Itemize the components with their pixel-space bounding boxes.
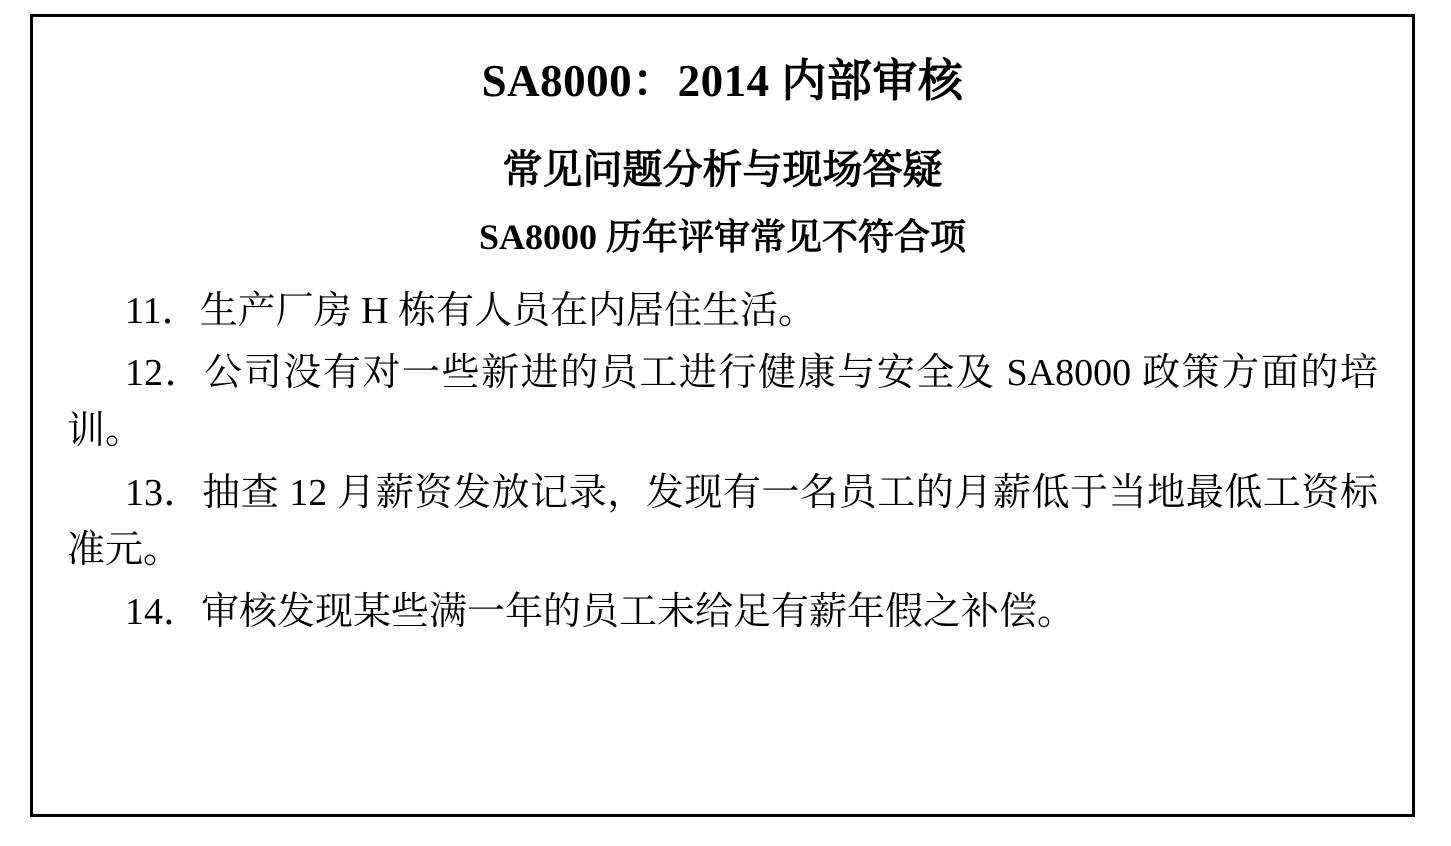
list-item: 11．生产厂房 H 栋有人员在内居住生活。	[125, 290, 817, 333]
list-item: 12．公司没有对一些新进的员工进行健康与安全及 SA8000 政策方面的培训。	[67, 352, 1378, 452]
list-item: 14．审核发现某些满一年的员工未给足有薪年假之补偿。	[125, 591, 1076, 634]
slide-frame	[30, 14, 1415, 817]
section-heading: SA8000 历年评审常见不符合项	[478, 217, 967, 258]
page-subtitle: 常见问题分析与现场答疑	[502, 147, 943, 194]
list-item: 13．抽查 12 月薪资发放记录，发现有一名员工的月薪低于当地最低工资标准元。	[67, 471, 1378, 572]
findings-list	[67, 283, 1378, 642]
page-title: SA8000：2014 内部审核	[481, 56, 964, 106]
slide-content	[33, 17, 1412, 666]
